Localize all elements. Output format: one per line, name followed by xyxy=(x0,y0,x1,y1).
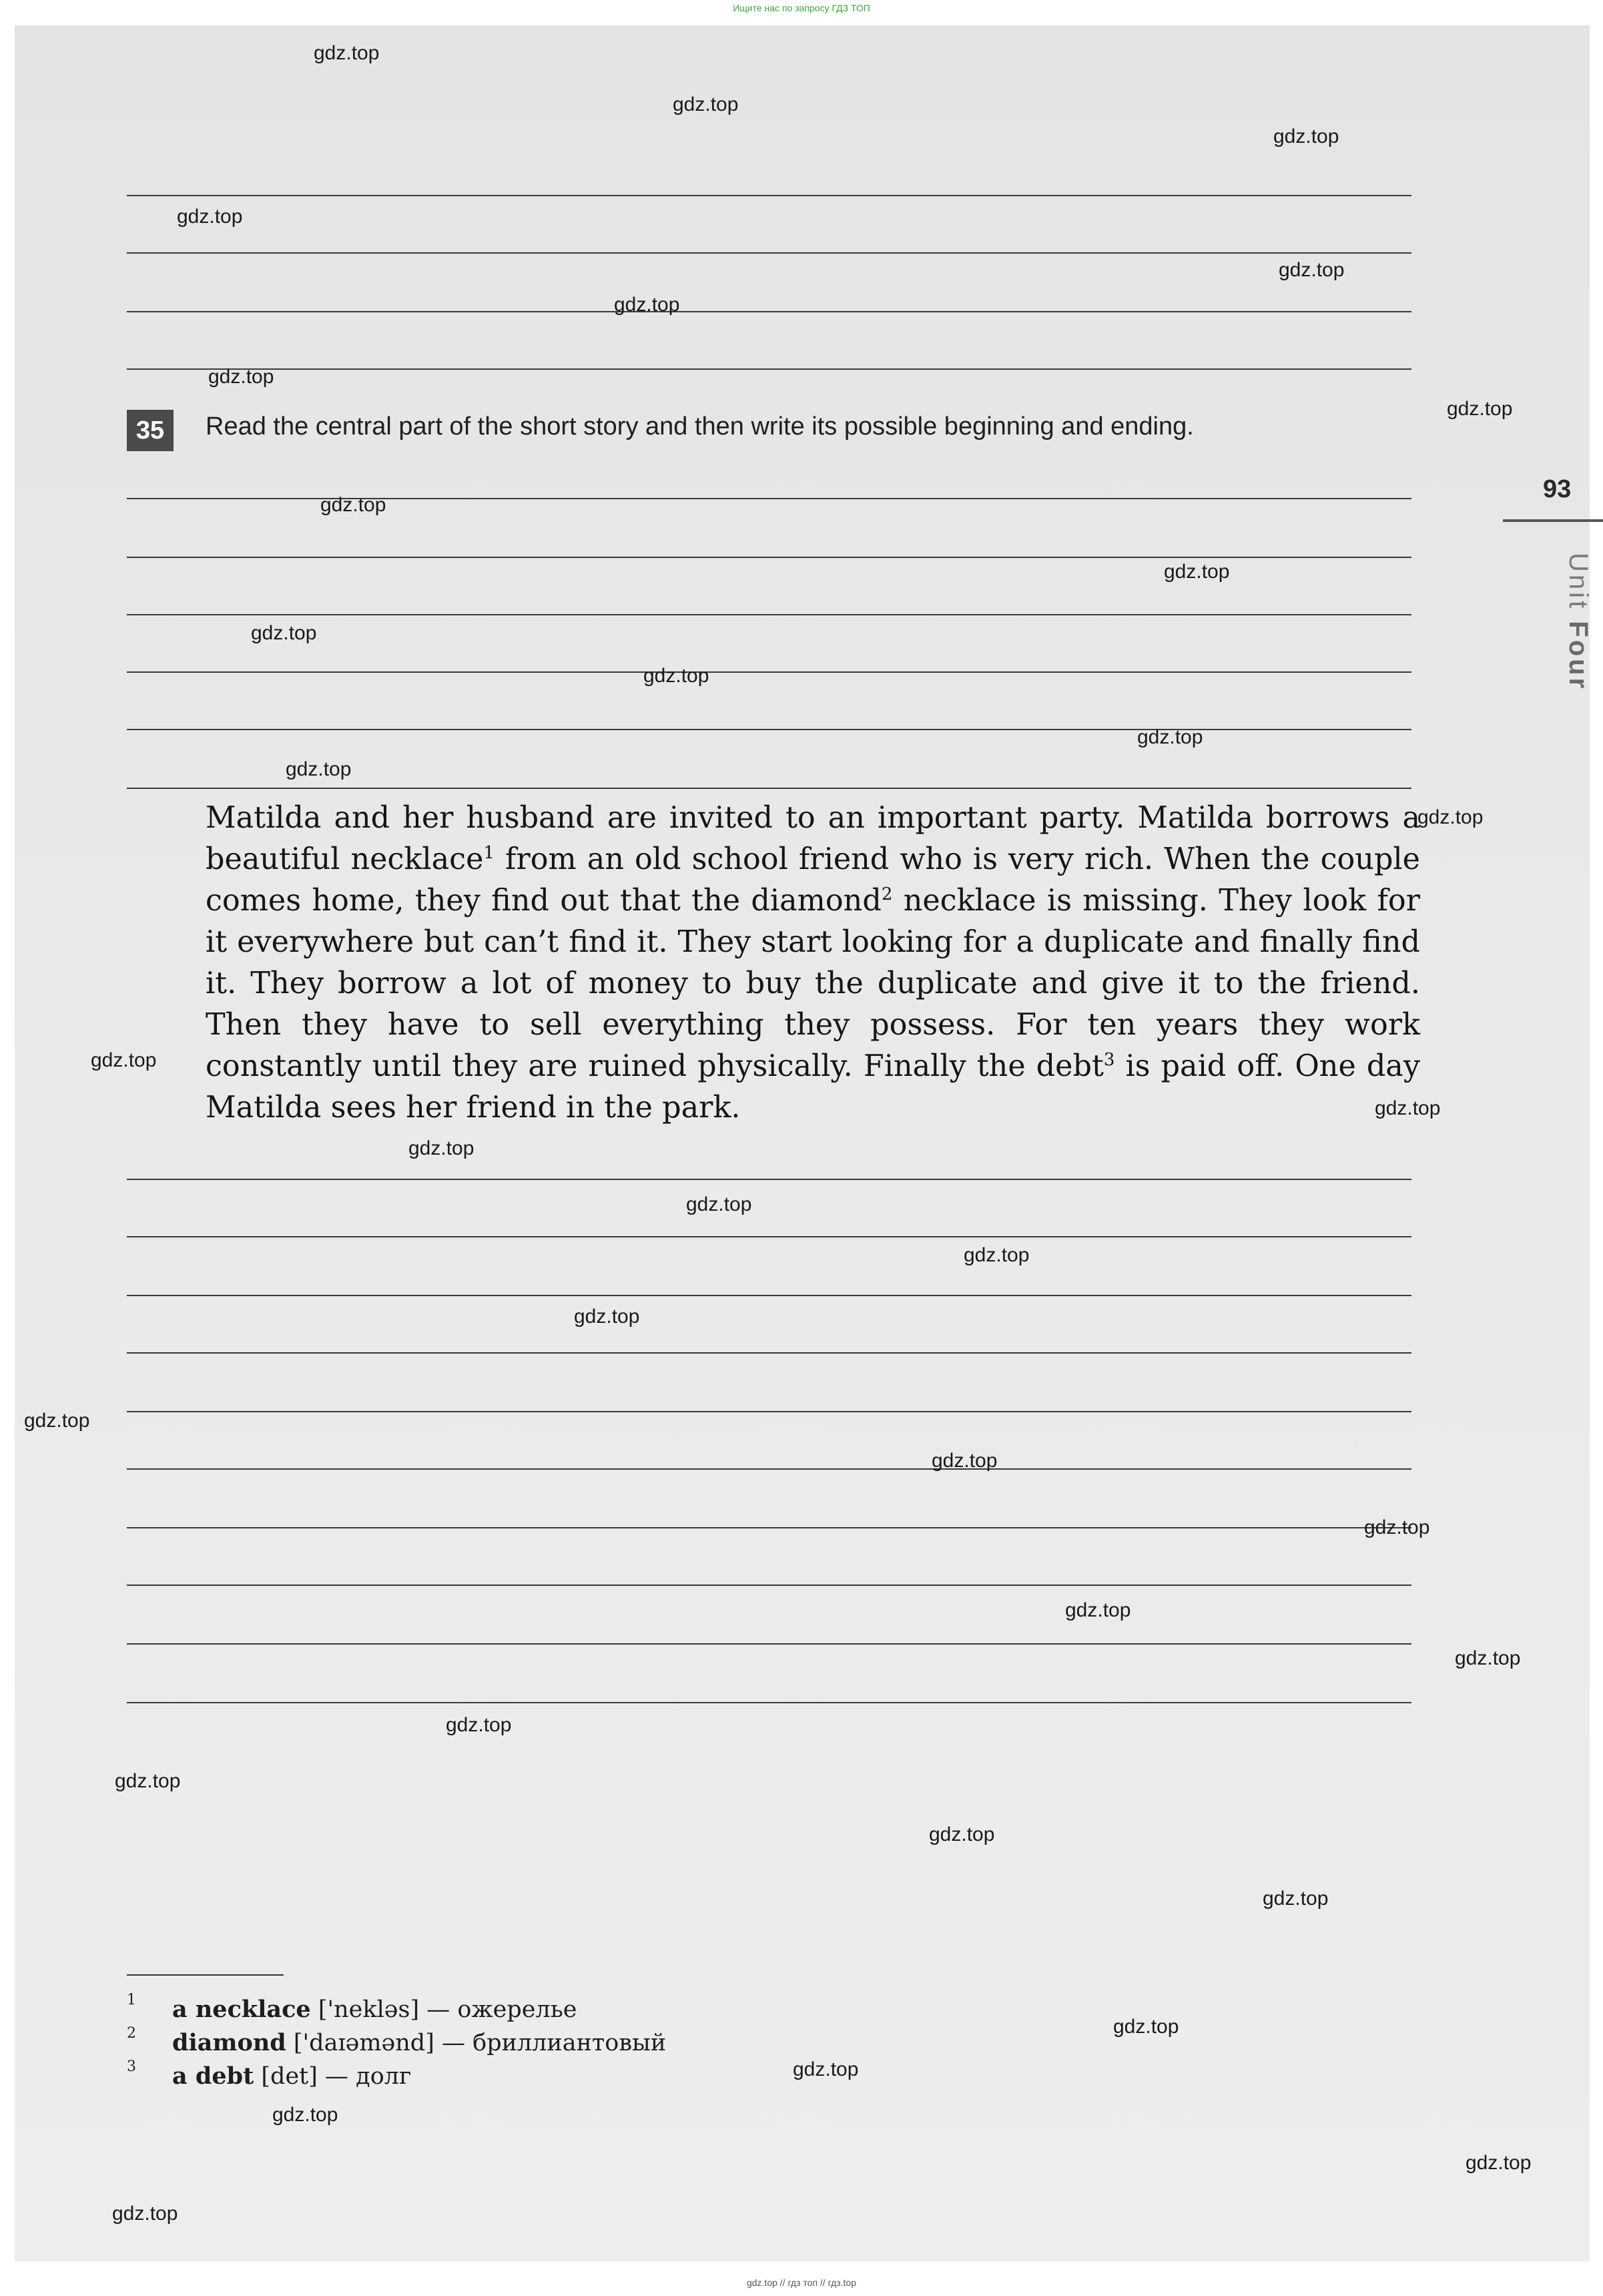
writing-line xyxy=(127,195,1411,196)
writing-line xyxy=(127,788,1411,789)
story-text: Matilda and her husband are invited to an important party. Matilda borrows a beautiful necklace$^1$ from an old school friend who is very rich. When the couple comes home, they find out that the diamond$^2$ necklace is missing. They look for it everywhere but can’t find it. They start looking for a duplicate and finally find it. They borrow a lot of money to buy the duplicate and give it to the friend. Then they have to sell everything they possess. For ten years they work constantly until they are ruined physically. Finally the debt$^3$ is paid off. One day Matilda sees her friend in the park. xyxy=(206,801,1420,1125)
writing-line xyxy=(127,729,1411,730)
writing-line xyxy=(127,614,1411,615)
watermark: gdz.top xyxy=(932,1450,998,1472)
watermark: gdz.top xyxy=(1164,561,1230,583)
watermark: gdz.top xyxy=(272,2104,338,2126)
watermark: gdz.top xyxy=(1447,398,1513,420)
watermark: gdz.top xyxy=(286,758,352,780)
watermark: gdz.top xyxy=(964,1244,1030,1266)
footnote-divider xyxy=(127,1974,284,1976)
watermark: gdz.top xyxy=(1065,1599,1131,1621)
writing-line xyxy=(127,1643,1411,1645)
footnote-ref: 3 xyxy=(1103,1050,1115,1071)
writing-line xyxy=(127,671,1411,673)
writing-line xyxy=(127,1585,1411,1586)
writing-line xyxy=(127,1236,1411,1237)
watermark: gdz.top xyxy=(314,42,380,64)
watermark: gdz.top xyxy=(673,93,739,115)
bleed-through-text xyxy=(988,155,998,192)
writing-line xyxy=(127,557,1411,558)
watermark: gdz.top xyxy=(251,622,317,644)
writing-line xyxy=(127,1468,1411,1470)
writing-line xyxy=(127,1411,1411,1412)
writing-line xyxy=(127,1527,1411,1528)
watermark: gdz.top xyxy=(574,1306,640,1328)
watermark: gdz.top xyxy=(112,2203,178,2225)
bottom-banner[interactable]: gdz.top // гдз топ // гдз.top xyxy=(746,2277,857,2288)
watermark: gdz.top xyxy=(1113,2016,1179,2038)
writing-line xyxy=(127,311,1411,312)
watermark: gdz.top xyxy=(446,1714,512,1736)
watermark: gdz.top xyxy=(614,294,680,316)
watermark: gdz.top xyxy=(1263,1888,1329,1910)
watermark: gdz.top xyxy=(1273,125,1339,148)
watermark: gdz.top xyxy=(1455,1647,1521,1669)
watermark: gdz.top xyxy=(408,1137,474,1159)
watermark: gdz.top xyxy=(793,2058,859,2080)
textbook-page xyxy=(15,25,1590,2261)
writing-line xyxy=(127,252,1411,254)
unit-label: Unit Four xyxy=(1564,553,1593,691)
footnotes xyxy=(127,1992,861,2096)
writing-line xyxy=(127,1179,1411,1180)
watermark: gdz.top xyxy=(91,1049,157,1071)
task-instruction: Read the central part of the short story and then write its possible beginning and ending. xyxy=(206,412,1194,441)
watermark: gdz.top xyxy=(929,1823,995,1845)
writing-line xyxy=(127,1352,1411,1354)
task-number-badge: 35 xyxy=(127,410,174,451)
footnote-ref: 1 xyxy=(483,843,495,864)
watermark: gdz.top xyxy=(1364,1516,1430,1538)
footnote: 1 a necklace ['nekləs] — ожерелье xyxy=(127,1992,577,2023)
watermark: gdz.top xyxy=(208,366,274,388)
writing-line xyxy=(127,1702,1411,1703)
watermark: gdz.top xyxy=(1279,259,1345,281)
top-banner[interactable]: Ищите нас по запросу ГДЗ ТОП xyxy=(733,3,870,13)
watermark: gdz.top xyxy=(1417,806,1484,828)
watermark: gdz.top xyxy=(115,1770,181,1792)
watermark: gdz.top xyxy=(643,665,709,687)
watermark: gdz.top xyxy=(320,494,386,516)
watermark: gdz.top xyxy=(1375,1097,1441,1119)
watermark: gdz.top xyxy=(24,1410,90,1432)
watermark: gdz.top xyxy=(686,1193,752,1215)
page-number: 93 xyxy=(1543,475,1572,503)
watermark: gdz.top xyxy=(1466,2152,1532,2174)
footnote-ref: 2 xyxy=(881,884,893,905)
unit-divider xyxy=(1503,519,1603,522)
writing-line xyxy=(127,1295,1411,1296)
writing-line xyxy=(127,368,1411,370)
writing-line xyxy=(127,498,1411,499)
footnote: 2 diamond ['daɪəmənd] — бриллиантовый xyxy=(127,2025,667,2056)
footnote: 3 a debt [det] — долг xyxy=(127,2058,412,2090)
watermark: gdz.top xyxy=(1137,726,1203,748)
watermark: gdz.top xyxy=(177,206,243,228)
